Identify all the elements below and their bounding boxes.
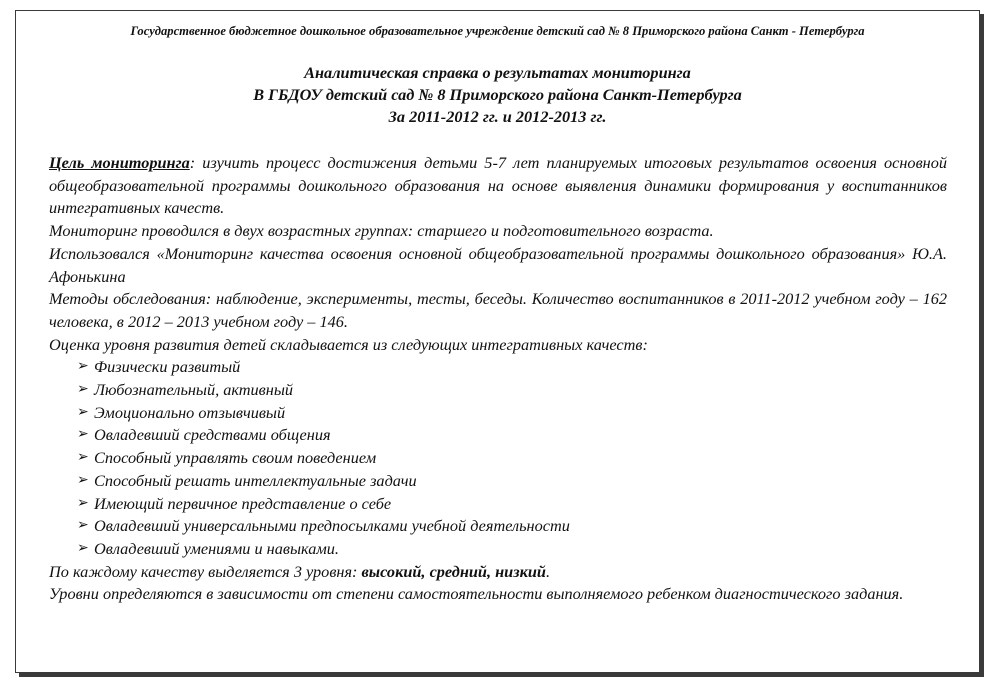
document-title xyxy=(16,62,979,128)
quality-label: Способный управлять своим поведением xyxy=(94,448,377,468)
arrow-bullet-icon: ➢ xyxy=(77,472,89,488)
title-line-2: В ГБДОУ детский сад № 8 Приморского района Санкт-Петербурга xyxy=(253,85,742,104)
title-line-3: За 2011-2012 гг. и 2012-2013 гг. xyxy=(388,107,607,126)
list-item xyxy=(77,356,947,379)
quality-label: Овладевший умениями и навыками. xyxy=(94,538,339,558)
arrow-bullet-icon: ➢ xyxy=(77,540,89,556)
levels-paragraph xyxy=(49,561,947,584)
list-item xyxy=(77,493,947,516)
document-body xyxy=(49,152,947,606)
list-item xyxy=(77,424,947,447)
quality-label: Физически развитый xyxy=(94,357,241,377)
arrow-bullet-icon: ➢ xyxy=(77,427,89,443)
arrow-bullet-icon: ➢ xyxy=(77,518,89,534)
assessment-intro: Оценка уровня развития детей складывается из следующих интегративных качеств: xyxy=(49,334,648,354)
list-item xyxy=(77,379,947,402)
quality-label: Эмоционально отзывчивый xyxy=(94,402,286,422)
arrow-bullet-icon: ➢ xyxy=(77,404,89,420)
goal-paragraph xyxy=(49,152,947,220)
goal-label: Цель мониторинга xyxy=(49,153,190,172)
levels-values: высокий, средний, низкий xyxy=(361,561,546,581)
list-item xyxy=(77,470,947,493)
institution-header: Государственное бюджетное дошкольное образовательное учреждение детский сад № 8 Приморского района Санкт - Петербурга xyxy=(130,24,865,38)
methods-paragraph: Методы обследования: наблюдение, эксперименты, тесты, беседы. Количество воспитанников в 2011-2012 учебном году – 162 человека, в 2012 – 2013 учебном году – 146. xyxy=(49,289,947,331)
levels-definition-paragraph: Уровни определяются в зависимости от степени самостоятельности выполняемого ребенком диагностического задания. xyxy=(49,584,904,604)
list-item xyxy=(77,402,947,425)
levels-prefix: По каждому качеству выделяется 3 уровня: xyxy=(49,561,362,581)
method-used-paragraph: Использовался «Мониторинг качества освоения основной общеобразовательной программы дошкольного образования» Ю.А. Афонькина xyxy=(49,243,947,286)
arrow-bullet-icon: ➢ xyxy=(77,382,89,398)
qualities-list xyxy=(49,356,947,560)
quality-label: Имеющий первичное представление о себе xyxy=(94,493,392,513)
arrow-bullet-icon: ➢ xyxy=(77,359,89,375)
quality-label: Овладевший универсальными предпосылками учебной деятельности xyxy=(94,516,570,536)
document-page xyxy=(15,10,980,673)
quality-label: Овладевший средствами общения xyxy=(94,425,331,445)
arrow-bullet-icon: ➢ xyxy=(77,450,89,466)
list-item xyxy=(77,538,947,561)
quality-label: Способный решать интеллектуальные задачи xyxy=(94,470,417,490)
levels-suffix: . xyxy=(545,561,551,581)
goal-text: : изучить процесс достижения детьми 5-7 лет планируемых итоговых результатов освоения основной общеобразовательной программы дошкольного образования на основе выявления динамики формирования у воспитанников интегративных качеств. xyxy=(49,153,947,218)
quality-label: Любознательный, активный xyxy=(94,380,293,400)
list-item xyxy=(77,447,947,470)
arrow-bullet-icon: ➢ xyxy=(77,495,89,511)
groups-paragraph: Мониторинг проводился в двух возрастных группах: старшего и подготовительного возраста. xyxy=(49,221,714,241)
title-line-1: Аналитическая справка о результатах мониторинга xyxy=(304,63,691,82)
list-item xyxy=(77,515,947,538)
